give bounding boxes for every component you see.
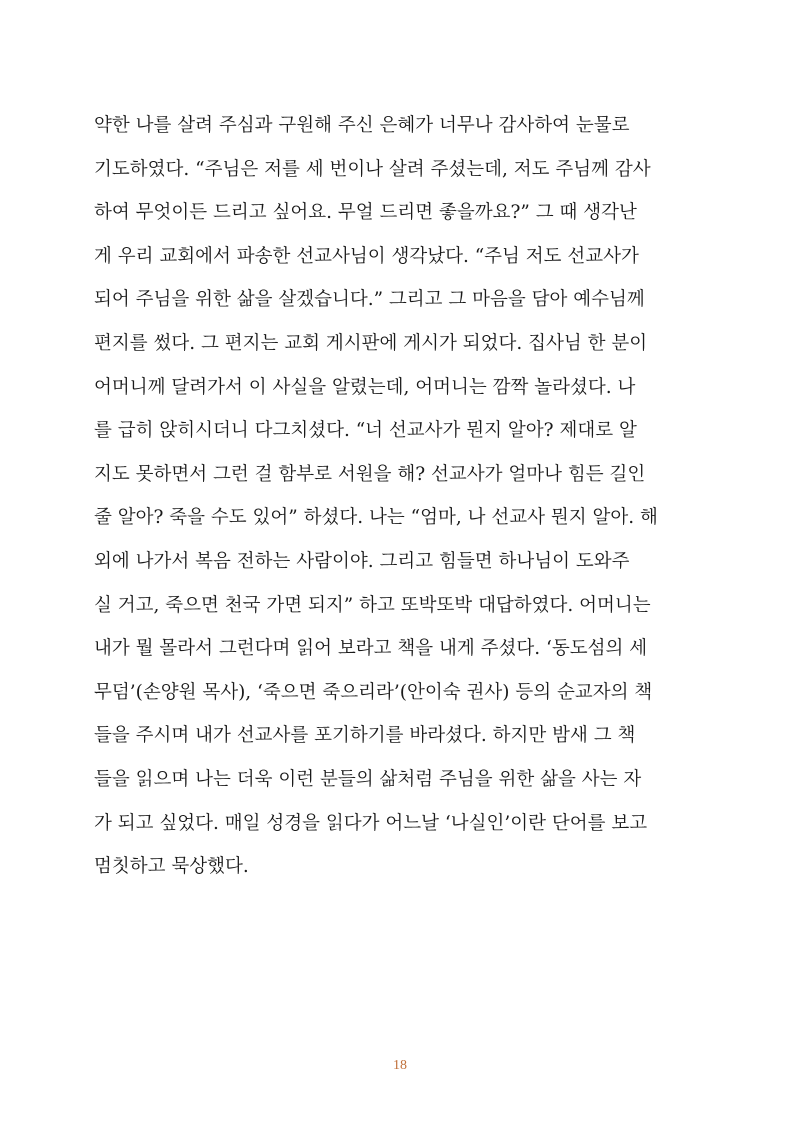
text-line: 어머니께 달려가서 이 사실을 알렸는데, 어머니는 깜짝 놀라셨다. 나 xyxy=(94,376,636,398)
text-line: 줄 알아? 죽을 수도 있어” 하셨다. 나는 “엄마, 나 선교사 뭔지 알아. 해 xyxy=(94,507,658,529)
text-line: 를 급히 앉히시더니 다그치셨다. “너 선교사가 뭔지 알아? 제대로 알 xyxy=(94,420,637,442)
text-line: 멈칫하고 묵상했다. xyxy=(94,856,249,878)
text-line: 되어 주님을 위한 삶을 살겠습니다.” 그리고 그 마음을 담아 예수님께 xyxy=(94,289,645,311)
text-line: 하여 무엇이든 드리고 싶어요. 무얼 드리면 좋을까요?” 그 때 생각난 xyxy=(94,202,637,224)
text-line: 약한 나를 살려 주심과 구원해 주신 은혜가 너무나 감사하여 눈물로 xyxy=(94,115,630,136)
text-line: 내가 뭘 몰라서 그런다며 읽어 보라고 책을 내게 주셨다. ‘동도섬의 세 xyxy=(94,638,648,660)
text-line: 들을 읽으며 나는 더욱 이런 분들의 삶처럼 주님을 위한 삶을 사는 자 xyxy=(94,768,642,790)
text-line: 외에 나가서 복음 전하는 사람이야. 그리고 힘들면 하나님이 도와주 xyxy=(94,550,630,572)
page-number: 18 xyxy=(393,1058,407,1073)
text-line: 게 우리 교회에서 파송한 선교사님이 생각났다. “주님 저도 선교사가 xyxy=(94,245,639,267)
text-line: 편지를 썼다. 그 편지는 교회 게시판에 게시가 되었다. 집사님 한 분이 xyxy=(94,332,648,354)
text-line: 기도하였다. “주님은 저를 세 번이나 살려 주셨는데, 저도 주님께 감사 xyxy=(94,158,651,180)
text-line: 무덤’(손양원 목사), ‘죽으면 죽으리라’(안이숙 권사) 등의 순교자의 책 xyxy=(94,681,653,703)
text-line: 가 되고 싶었다. 매일 성경을 읽다가 어느날 ‘나실인’이란 단어를 보고 xyxy=(94,812,648,834)
text-line: 지도 못하면서 그런 걸 함부로 서원을 해? 선교사가 얼마나 힘든 길인 xyxy=(94,463,646,485)
body-text xyxy=(94,104,714,889)
text-line: 들을 주시며 내가 선교사를 포기하기를 바라셨다. 하지만 밤새 그 책 xyxy=(94,725,636,747)
text-line: 실 거고, 죽으면 천국 가면 되지” 하고 또박또박 대답하였다. 어머니는 xyxy=(94,594,651,616)
